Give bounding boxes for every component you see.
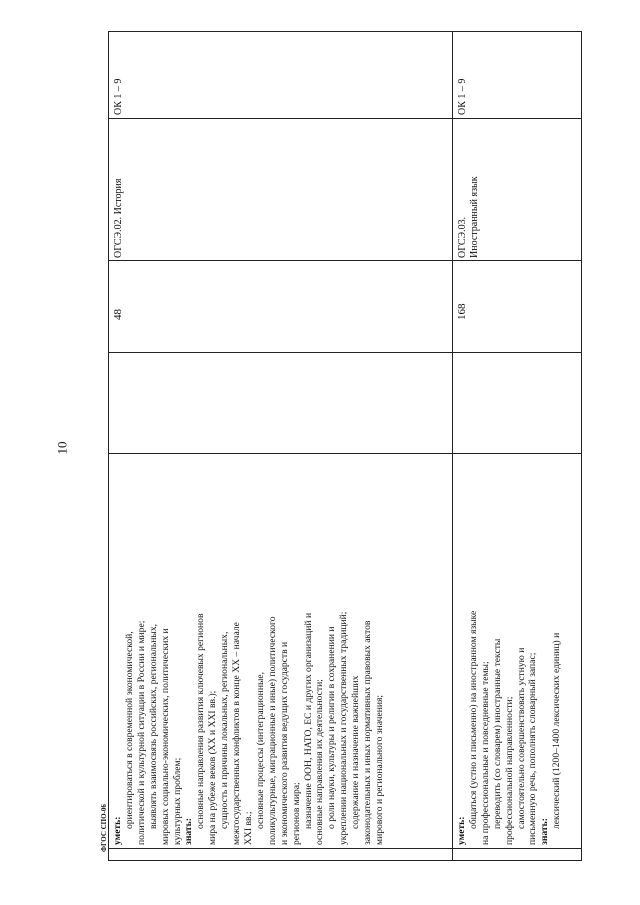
content-line: регионов мира;	[290, 782, 302, 845]
content-line: политической и культурной ситуации в России и мире;	[135, 620, 147, 845]
footer-code: ФГОС СПО-06	[100, 804, 108, 852]
section-heading: знать:	[183, 818, 195, 845]
content-line: основные направления развития ключевых регионов	[195, 613, 207, 829]
content-line: о роли науки, культуры и религии в сохранении и	[326, 626, 338, 829]
language-discipline-code: ОГСЭ.03.	[457, 216, 468, 258]
history-hours: 48	[112, 309, 124, 320]
row-separator	[108, 352, 582, 353]
content-line: основные направления их деятельности;	[314, 679, 326, 845]
content-line: ориентироваться в современной экономической,	[123, 631, 135, 829]
content-line: мира на рубеже веков (XX и XXI вв.);	[207, 690, 219, 845]
content-line: письменную речь, пополнять словарный запас;	[527, 652, 539, 845]
history-content-cell	[110, 455, 450, 847]
language-discipline-cell	[454, 120, 580, 259]
language-discipline-title: Иностранный язык	[469, 176, 480, 258]
content-line: укреплении национальных и государственных традиций;	[338, 611, 350, 845]
row-separator	[108, 260, 582, 261]
row-separator	[108, 118, 582, 119]
page-number: 10	[54, 441, 70, 455]
content-line: выявлять взаимосвязь российских, региональных,	[147, 623, 159, 829]
history-content-text	[112, 457, 386, 845]
content-line: переводить (со словарем) иностранные тексты	[491, 638, 503, 829]
content-line: общаться (устно и письменно) на иностранном языке	[467, 610, 479, 829]
content-line: содержание и назначение важнейших	[350, 675, 362, 829]
language-content-cell	[454, 455, 580, 847]
row-separator	[108, 453, 582, 454]
language-hours-cell	[454, 262, 580, 351]
history-discipline-cell	[110, 120, 450, 259]
content-line: и экономического развития ведущих государств и	[278, 641, 290, 845]
language-competencies-cell	[454, 33, 580, 117]
language-competencies: ОК 1 – 9	[457, 78, 468, 115]
history-competencies-cell	[110, 33, 450, 117]
content-line: поликультурные, миграционные и иные) политического	[266, 616, 278, 845]
content-line: на профессиональные и повседневные темы;	[479, 661, 491, 845]
content-line: профессиональной направленности;	[503, 696, 515, 845]
history-competencies: ОК 1 – 9	[113, 78, 124, 115]
language-hours: 168	[456, 303, 468, 320]
history-hours-cell	[110, 262, 450, 351]
content-line: мировых социально-экономических, политических и	[159, 628, 171, 845]
content-line: XXI вв.;	[242, 811, 254, 845]
column-separator	[452, 31, 453, 861]
content-line: сущность и причины локальных, региональных,	[219, 631, 231, 829]
language-content-text	[456, 457, 563, 845]
content-line: культурных проблем;	[171, 757, 183, 845]
row-separator	[108, 848, 582, 849]
content-line: лексический (1200–1400 лексических единиц) и	[551, 632, 563, 829]
content-line: основные процессы (интеграционные,	[254, 671, 266, 829]
section-heading: уметь:	[112, 816, 123, 845]
content-line: самостоятельно совершенствовать устную и	[515, 647, 527, 829]
content-line: законодательных и иных нормативных правовых актов	[362, 620, 374, 845]
section-heading: знать:	[539, 818, 551, 845]
content-line: мирового и регионального значения;	[373, 694, 385, 845]
content-line: межгосударственных конфликтов в конце XX – начале	[231, 622, 243, 845]
language-discipline	[457, 176, 481, 258]
history-discipline: ОГСЭ.02. История	[113, 178, 124, 258]
section-heading: уметь:	[456, 816, 467, 845]
content-line: назначение ООН, НАТО, ЕС и других организаций и	[302, 612, 314, 829]
